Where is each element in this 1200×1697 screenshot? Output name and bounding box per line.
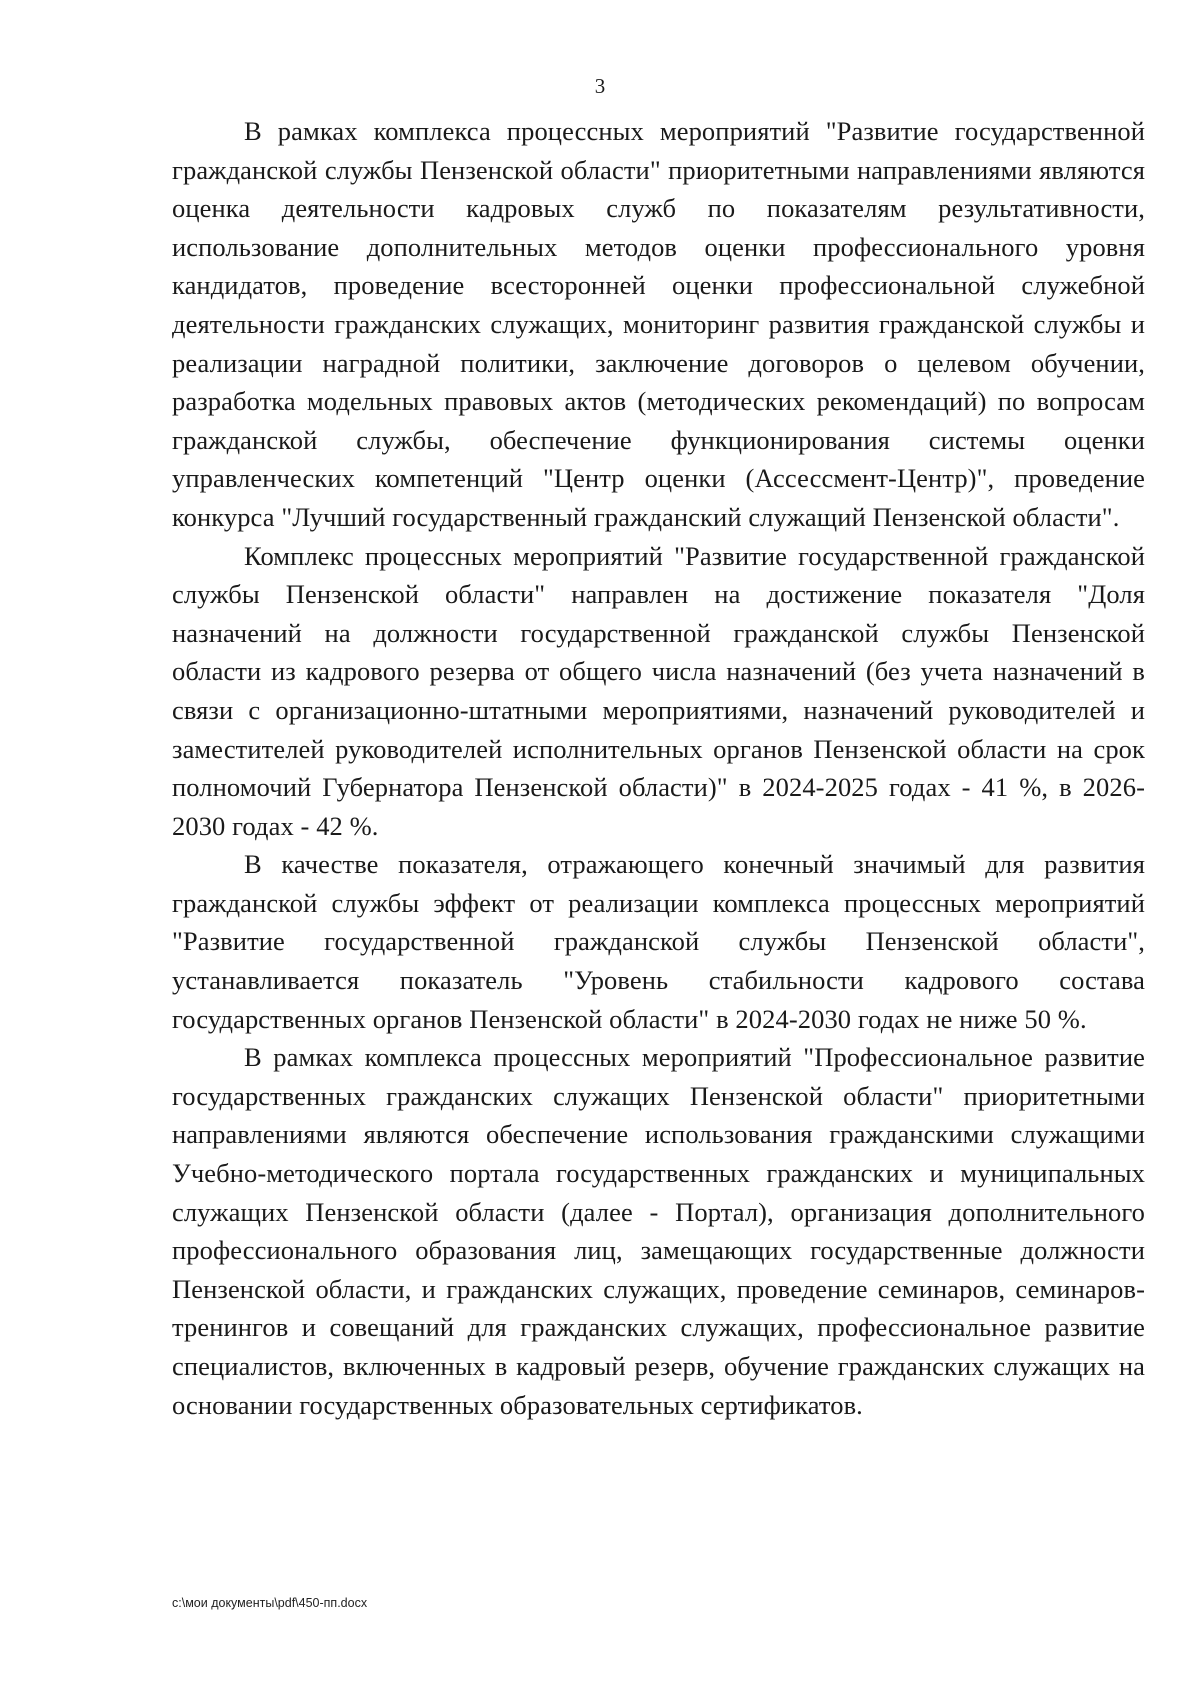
paragraph-priority-directions-civil-service: В рамках комплекса процессных мероприятий "Развитие государственной гражданской службы Пензенской области" приоритетными направлениями являются оценка деятельности кадровых служб по показателям результативности, использование дополнительных методов оценки профессионального уровня кандидатов, проведение всесторонней оценки профессиональной служебной деятельности гражданских служащих, мониторинг развития гражданской службы и реализации наградной политики, заключение договоров о целевом обучении, разработка модельных правовых актов (методических рекомендаций) по вопросам гражданской службы, обеспечение функционирования системы оценки управленческих компетенций "Центр оценки (Ассессмент-Центр)", проведение конкурса "Лучший государственный гражданский служащий Пензенской области". bbox=[172, 116, 1145, 532]
paragraph-staff-stability-indicator: В качестве показателя, отражающего конечный значимый для развития гражданской службы эффект от реализации комплекса процессных мероприятий "Развитие государственной гражданской службы Пензенской области", устанавливается показатель "Уровень стабильности кадрового состава государственных органов Пензенской области" в 2024-2030 годах не ниже 50 %. bbox=[172, 849, 1145, 1034]
paragraph-reserve-appointments-indicator: Комплекс процессных мероприятий "Развитие государственной гражданской службы Пензенской области" направлен на достижение показателя "Доля назначений на должности государственной гражданской службы Пензенской области из кадрового резерва от общего числа назначений (без учета назначений в связи с организационно-штатными мероприятиями, назначений руководителей и заместителей руководителей исполнительных органов Пензенской области на срок полномочий Губернатора Пензенской области)" в 2024-2025 годах - 41 %, в 2026-2030 годах - 42 %. bbox=[172, 540, 1145, 841]
page-number: 3 bbox=[594, 74, 606, 98]
footer-file-path: c:\мои документы\pdf\450-пп.docx bbox=[172, 1596, 368, 1610]
paragraph-professional-development: В рамках комплекса процессных мероприятий "Профессиональное развитие государственных гражданских служащих Пензенской области" приоритетными направлениями являются обеспечение использования гражданскими служащими Учебно-методического портала государственных гражданских и муниципальных служащих Пензенской области (далее - Портал), организация дополнительного профессионального образования лиц, замещающих государственные должности Пензенской области, и гражданских служащих, проведение семинаров, семинаров-тренингов и совещаний для гражданских служащих, профессиональное развитие специалистов, включенных в кадровый резерв, обучение гражданских служащих на основании государственных образовательных сертификатов. bbox=[172, 1042, 1145, 1420]
document-body bbox=[172, 112, 1145, 1424]
